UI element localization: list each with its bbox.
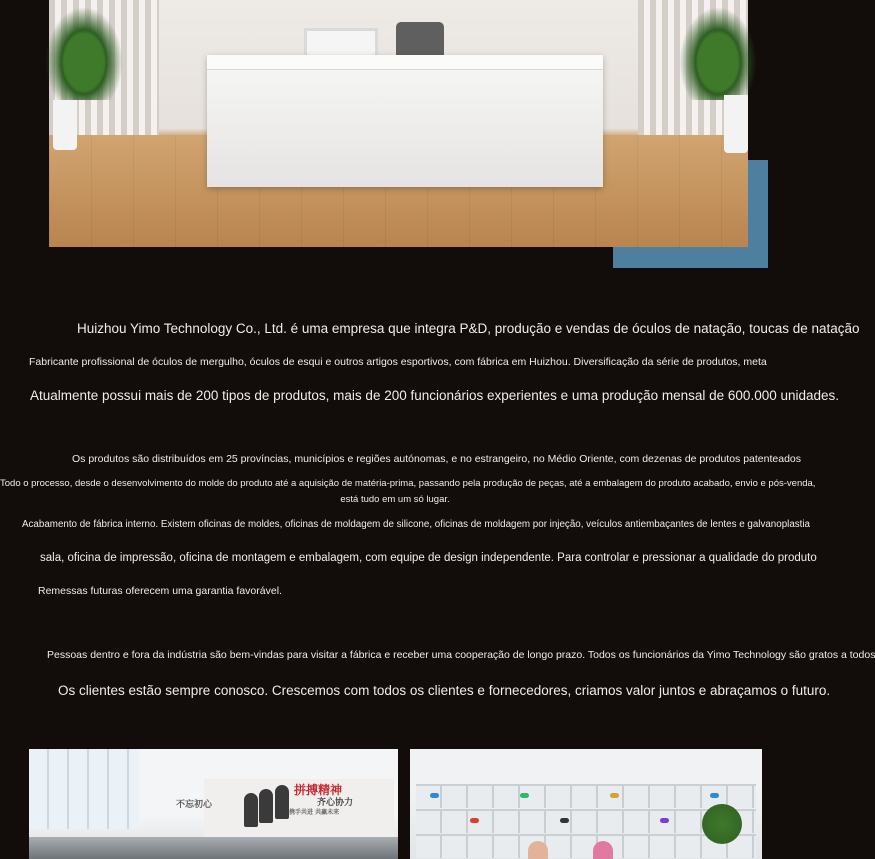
- office-desks: [29, 837, 398, 859]
- plant-pot-left: [53, 100, 77, 150]
- reception-desk: [207, 55, 603, 187]
- plant-left: [44, 5, 124, 100]
- goggle-product: [470, 818, 479, 823]
- about-line-5b: está tudo em um só lugar.: [340, 494, 450, 505]
- mural-figure: [244, 793, 258, 827]
- plant-right: [678, 5, 758, 100]
- goggle-product: [710, 793, 719, 798]
- office-photo: [29, 749, 398, 859]
- office-windows: [29, 749, 139, 829]
- mural-slogan-c: 不忘初心: [176, 800, 213, 810]
- goggle-product: [520, 793, 529, 798]
- mural-slogan-d: 携手共进 共赢未来: [289, 809, 340, 816]
- about-line-9: Pessoas dentro e fora da indústria são bem-vindas para visitar a fábrica e receber uma cooperação de longo prazo. Todos os funcionários da Yimo Technology são gratos a todos: [47, 649, 875, 661]
- showroom-photo: [410, 749, 762, 859]
- about-line-2: Fabricante profissional de óculos de mergulho, óculos de esqui e outros artigos esportivos, com fábrica em Huizhou. Diversificação da série de produtos, meta: [29, 356, 767, 368]
- staff-member: [528, 841, 548, 859]
- product-shelf: [416, 784, 756, 808]
- about-line-6: Acabamento de fábrica interno. Existem oficinas de moldes, oficinas de moldagem de silicone, oficinas de moldagem por injeção, veículos antiembaçantes de lentes e galvanoplastia: [22, 519, 811, 530]
- mural-slogan-b: 齐心协力: [317, 798, 354, 808]
- goggle-product: [610, 793, 619, 798]
- about-line-7: sala, oficina de impressão, oficina de montagem e embalagem, com equipe de design independente. Para controlar e pressionar a qualidade do produto: [40, 552, 817, 564]
- goggle-product: [660, 818, 669, 823]
- reception-desk-photo: [49, 0, 748, 247]
- about-line-10: Os clientes estão sempre conosco. Crescemos com todos os clientes e fornecedores, criamos valor juntos e abraçamos o futuro.: [58, 683, 831, 698]
- plant-pot-right: [724, 95, 748, 153]
- showroom-plant: [702, 804, 742, 844]
- about-line-8: Remessas futuras oferecem uma garantia favorável.: [38, 585, 282, 597]
- about-line-3: Atualmente possui mais de 200 tipos de produtos, mais de 200 funcionários experientes e uma produção mensal de 600.000 unidades.: [30, 388, 840, 403]
- mural-figure: [275, 785, 289, 819]
- staff-member: [593, 841, 613, 859]
- mural-slogan-a: 拼搏精神: [294, 783, 343, 797]
- product-shelf: [416, 834, 756, 858]
- mural-figure: [259, 789, 273, 823]
- goggle-product: [430, 793, 439, 798]
- about-line-4: Os produtos são distribuídos em 25 províncias, municípios e regiões autónomas, e no estrangeiro, no Médio Oriente, com dezenas de produtos patenteados: [72, 453, 802, 465]
- about-line-1: Huizhou Yimo Technology Co., Ltd. é uma empresa que integra P&D, produção e vendas de óculos de natação, toucas de natação: [77, 321, 860, 336]
- goggle-product: [560, 818, 569, 823]
- about-line-5a: Todo o processo, desde o desenvolvimento do molde do produto até a aquisição de matéria-prima, passando pela produção de peças, até a embalagem do produto acabado, envio e pós-venda,: [0, 478, 816, 489]
